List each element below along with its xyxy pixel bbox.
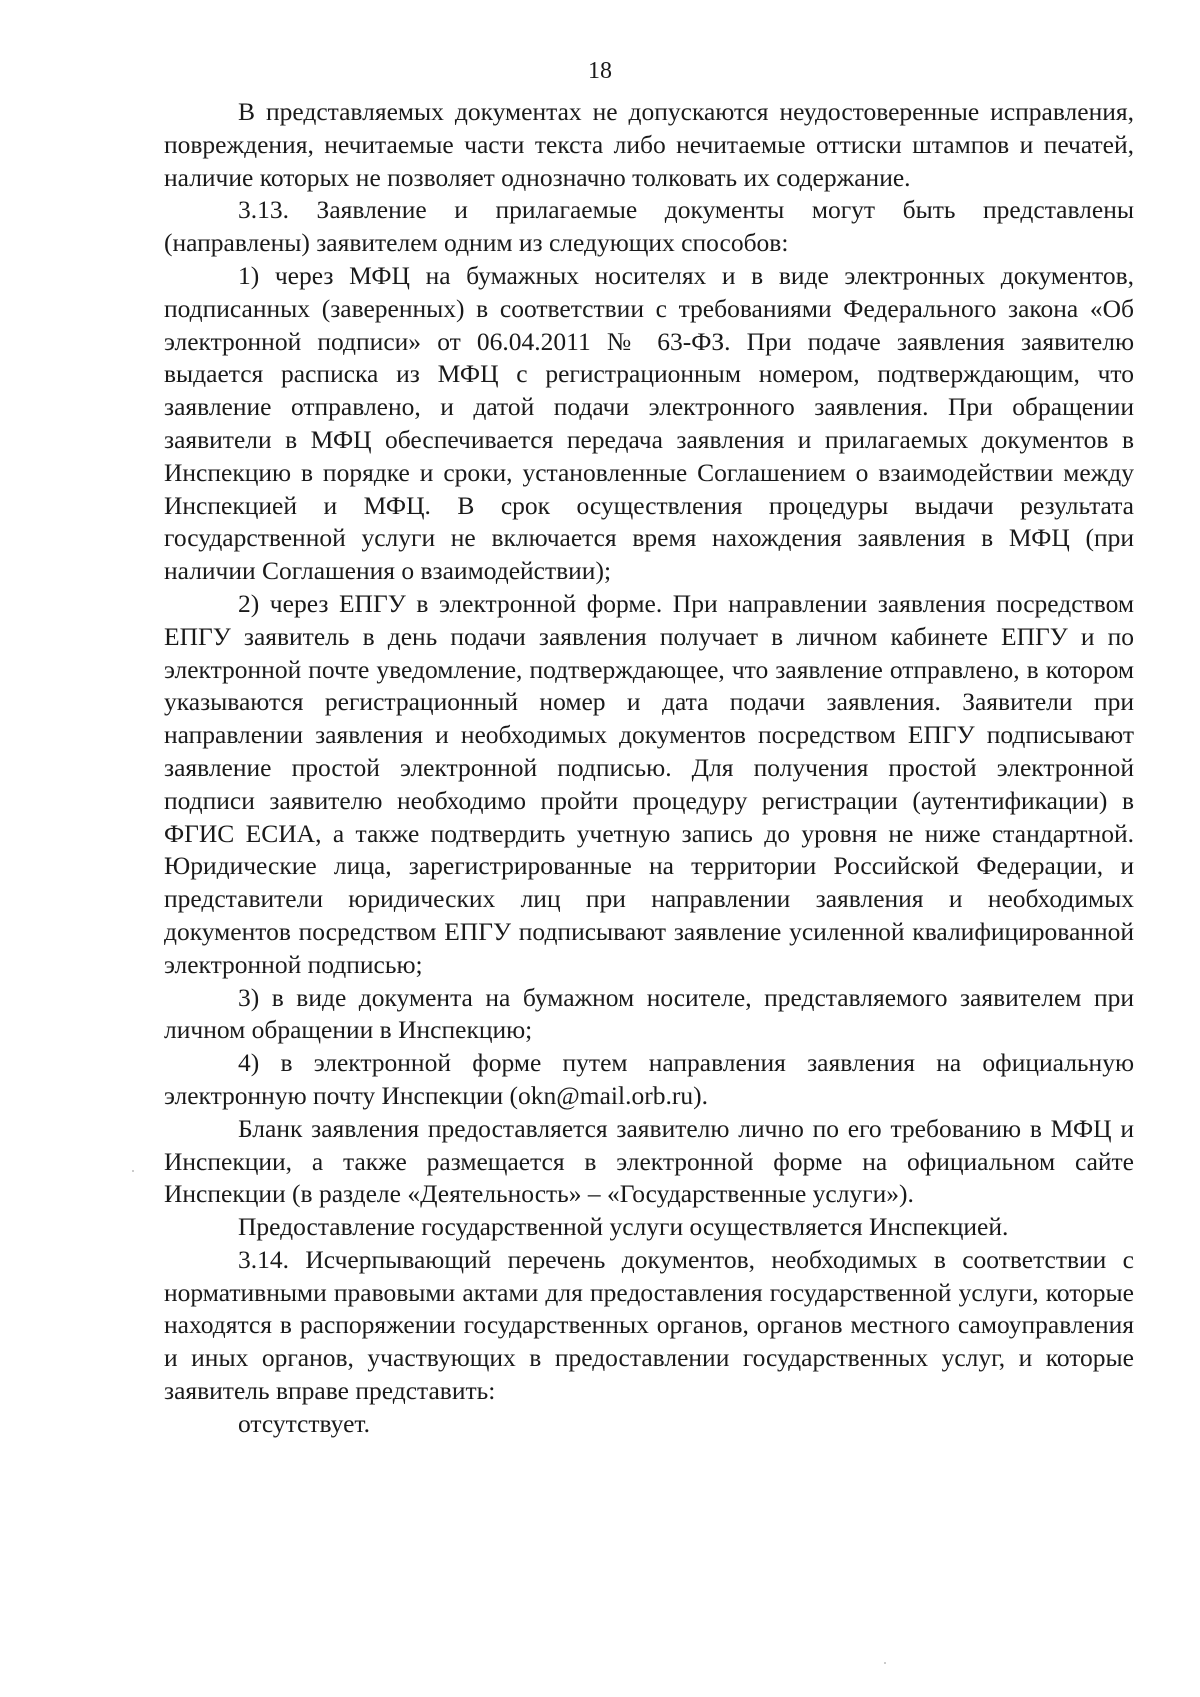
document-body — [164, 96, 1134, 1441]
paragraph-method-mfc: 1) через МФЦ на бумажных носителях и в виде электронных документов, подписанных (заверенных) в соответствии с требованиями Федерального закона «Об электронной подписи» от 06.04.2011 № 63-ФЗ. При подаче заявления заявителю выдается расписка из МФЦ с регистрационным номером, подтверждающим, что заявление отправлено, и датой подачи электронного заявления. При обращении заявители в МФЦ обеспечивается передача заявления и прилагаемых документов в Инспекцию в порядке и сроки, установленные Соглашением о взаимодействии между Инспекцией и МФЦ. В срок осуществления процедуры выдачи результата государственной услуги не включается время нахождения заявления в МФЦ (при наличии Соглашения о взаимодействии); — [164, 260, 1134, 586]
scan-artifact — [132, 1170, 134, 1172]
paragraph-method-epgu: 2) через ЕПГУ в электронной форме. При направлении заявления посредством ЕПГУ заявитель в день подачи заявления получает в личном кабинете ЕПГУ и по электронной почте уведомление, подтверждающее, что заявление отправлено, в котором указываются регистрационный номер и дата подачи заявления. Заявители при направлении заявления и необходимых документов посредством ЕПГУ подписывают заявление простой электронной подписью. Для получения простой электронной подписи заявителю необходимо пройти процедуру регистрации (аутентификации) в ФГИС ЕСИА, а также подтвердить учетную запись до уровня не ниже стандартной. Юридические лица, зарегистрированные на территории Российской Федерации, и представители юридических лиц при направлении заявления и необходимых документов посредством ЕПГУ подписывают заявление усиленной квалифицированной электронной подписью; — [164, 588, 1134, 979]
page-number: 18 — [588, 58, 612, 84]
paragraph-absent: отсутствует. — [238, 1408, 371, 1438]
paragraph-service-provider: Предоставление государственной услуги осуществляется Инспекцией. — [238, 1212, 1009, 1242]
scan-artifact — [884, 1662, 886, 1664]
paragraph-application-form: Бланк заявления предоставляется заявителю лично по его требованию в МФЦ и Инспекции, а также размещается в электронной форме на официальном сайте Инспекции (в разделе «Деятельность» – «Государственные услуги»). — [164, 1113, 1134, 1209]
paragraph-document-requirements: В представляемых документах не допускаются неудостоверенные исправления, повреждения, нечитаемые части текста либо нечитаемые оттиски штампов и печатей, наличие которых не позволяет однозначно толковать их содержание. — [164, 97, 1134, 192]
paragraph-method-paper: 3) в виде документа на бумажном носителе, представляемого заявителем при личном обращении в Инспекцию; — [164, 982, 1134, 1045]
paragraph-3-13: 3.13. Заявление и прилагаемые документы могут быть представлены (направлены) заявителем одним из следующих способов: — [164, 195, 1134, 258]
paragraph-method-email: 4) в электронной форме путем направления заявления на официальную электронную почту Инспекции (okn@mail.orb.ru). — [164, 1048, 1134, 1110]
paragraph-3-14: 3.14. Исчерпывающий перечень документов, необходимых в соответствии с нормативными правовыми актами для предоставления государственной услуги, которые находятся в распоряжении государственных органов, органов местного самоуправления и иных органов, участвующих в предоставлении государственных услуг, и которые заявитель вправе представить: — [164, 1244, 1134, 1406]
